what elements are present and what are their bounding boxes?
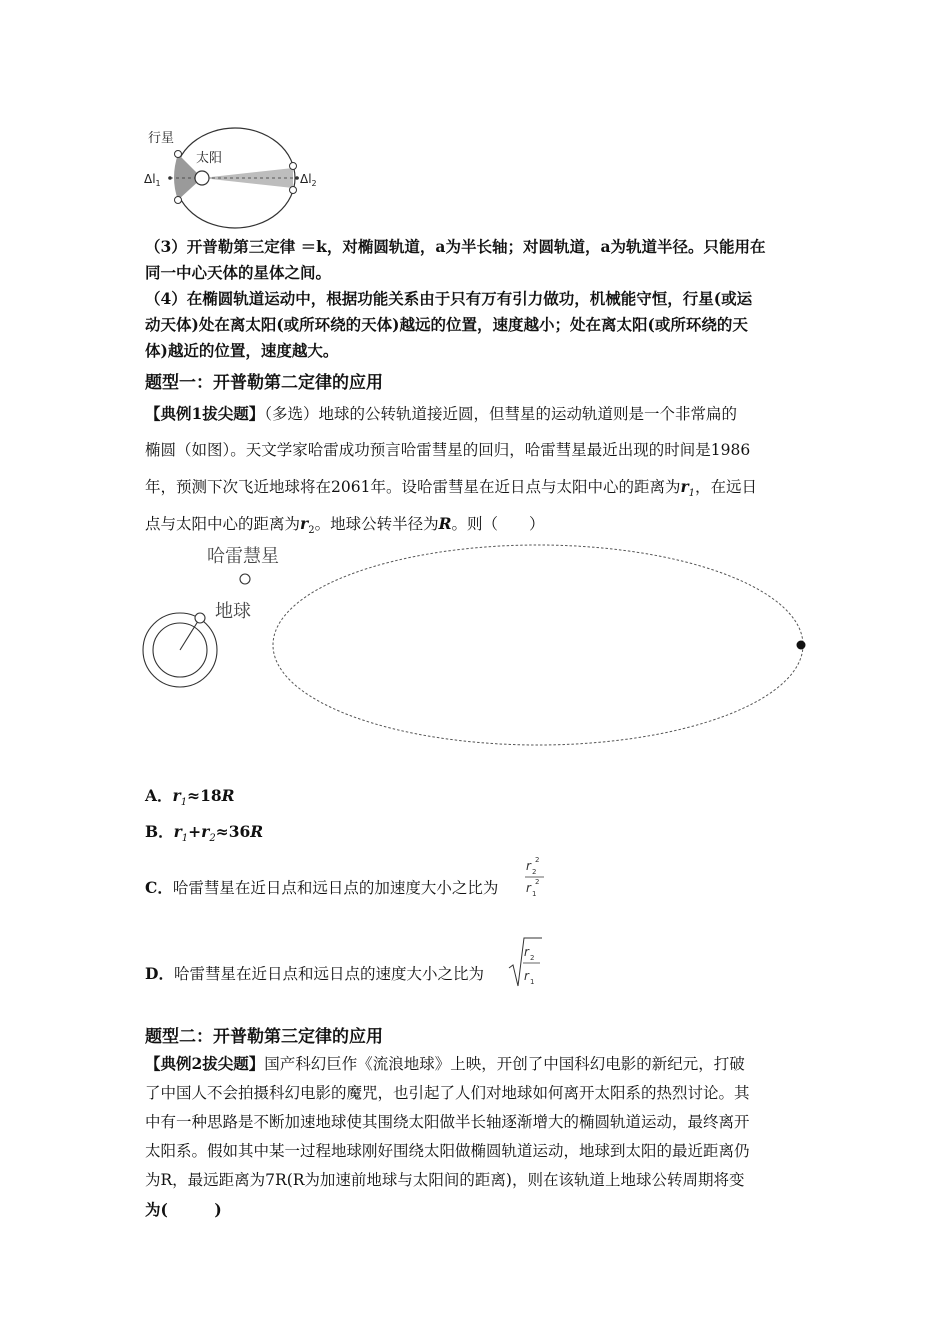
note-4-line-1: （4）在椭圆轨道运动中，根据功能关系由于只有万有引力做功，机械能守恒，行星(或运 xyxy=(145,289,753,308)
note-3-line-1: （3）开普勒第三定律 ＝k，对椭圆轨道，a为半长轴；对圆轨道，a为轨道半径。只能用在 xyxy=(145,237,766,256)
planet-pos-4 xyxy=(290,187,297,194)
planet-pos-1 xyxy=(175,151,182,158)
svg-text:1: 1 xyxy=(532,890,537,898)
perihelion-dot xyxy=(168,176,172,180)
dl1-label: $\Delta l_1$ xyxy=(144,172,161,188)
example-2-line-3: 中有一种思路是不断加速地球使其围绕太阳做半长轴逐渐增大的椭圆轨道运动，最终离开 xyxy=(145,1113,750,1131)
halley-comet-figure xyxy=(135,540,815,755)
example-2-line-5: 为R，最远距离为7R(R为加速前地球与太阳间的距离)，则在该轨道上地球公转周期将变 xyxy=(145,1171,745,1189)
example-1-line-3: 年，预测下次飞近地球将在2061年。设哈雷彗星在近日点与太阳中心的距离为$r_1$，在远日 xyxy=(145,477,758,500)
option-c[interactable]: C．哈雷彗星在近日点和远日点的加速度大小之比为 xyxy=(145,878,499,897)
comet-dot xyxy=(240,574,250,584)
option-a[interactable]: A．$r_1\approx 18R$ xyxy=(145,786,235,809)
example-1-text-1: （多选）地球的公转轨道接近圆，但彗星的运动轨道则是一个非常扁的 xyxy=(264,405,738,423)
sun-label: 太阳 xyxy=(196,151,223,166)
svg-text:r: r xyxy=(526,881,531,895)
example-2-line-2: 了中国人不会拍摄科幻电影的魔咒，也引起了人们对地球如何离开太阳系的热烈讨论。其 xyxy=(145,1084,750,1102)
example-1-text-3a: 年，预测下次飞近地球将在2061年。设哈雷彗星在近日点与太阳中心的距离为 xyxy=(145,478,681,496)
svg-text:r: r xyxy=(524,969,529,983)
example-1-tag: 【典例1拔尖题】 xyxy=(145,404,265,423)
planet-pos-3 xyxy=(290,163,297,170)
note-4-line-2: 动天体)处在离太阳(或所环绕的天体)越远的位置，速度越小；处在离太阳(或所环绕的天 xyxy=(145,315,748,334)
comet-orbit xyxy=(273,545,803,745)
example-2-line-4: 太阳系。假如其中某一过程地球刚好围绕太阳做椭圆轨道运动，地球到太阳的最近距离仍 xyxy=(145,1142,750,1160)
earth-dot xyxy=(195,613,205,623)
earth-label: 地球 xyxy=(215,601,251,622)
sun-circle xyxy=(195,171,209,185)
example-1-text-4b: 。地球公转半径为 xyxy=(314,515,439,533)
example-1-line-2: 椭圆（如图）。天文学家哈雷成功预言哈雷彗星的回归，哈雷彗星最近出现的时间是1986 xyxy=(145,441,751,459)
svg-text:r: r xyxy=(526,859,531,873)
option-d-sqrt-fraction xyxy=(507,934,543,990)
svg-text:r: r xyxy=(524,945,529,959)
kepler-second-law-figure xyxy=(140,120,320,235)
example-2-line-6: 为( ) xyxy=(145,1200,222,1219)
planet-label: 行星 xyxy=(148,131,175,146)
svg-text:1: 1 xyxy=(530,978,535,986)
aphelion-dot xyxy=(295,176,299,180)
section-2-heading: 题型二：开普勒第三定律的应用 xyxy=(145,1027,383,1047)
option-c-fraction xyxy=(522,852,548,902)
option-d[interactable]: D．哈雷彗星在近日点和远日点的速度大小之比为 xyxy=(145,964,484,983)
note-4-line-3: 体)越近的位置，速度越大。 xyxy=(145,341,339,360)
example-2-text-1: 国产科幻巨作《流浪地球》上映，开创了中国科幻电影的新纪元，打破 xyxy=(264,1055,745,1073)
example-1-line-1 xyxy=(145,400,810,428)
example-1-line-4: 点与太阳中心的距离为$r_2$。地球公转半径为R。则（ ） xyxy=(145,514,545,537)
example-2-line-1 xyxy=(145,1050,810,1078)
example-2-tag: 【典例2拔尖题】 xyxy=(145,1054,265,1073)
dl2-label: $\Delta l_2$ xyxy=(300,172,317,188)
svg-text:2: 2 xyxy=(530,954,535,962)
planet-pos-2 xyxy=(175,197,182,204)
svg-text:2: 2 xyxy=(535,878,540,886)
note-3-line-2: 同一中心天体的星体之间。 xyxy=(145,263,332,282)
svg-text:2: 2 xyxy=(535,856,540,864)
comet-label: 哈雷慧星 xyxy=(207,546,279,567)
example-1-text-4a: 点与太阳中心的距离为 xyxy=(145,515,301,533)
example-1-text-3b: ，在远日 xyxy=(695,478,758,496)
section-1-heading: 题型一：开普勒第二定律的应用 xyxy=(145,373,383,393)
option-b[interactable]: B．$r_1+r_2\approx 36R$ xyxy=(145,822,264,845)
example-1-text-4c: 。则（ ） xyxy=(451,515,545,533)
svg-text:2: 2 xyxy=(532,868,537,876)
aphelion-point xyxy=(797,641,806,650)
